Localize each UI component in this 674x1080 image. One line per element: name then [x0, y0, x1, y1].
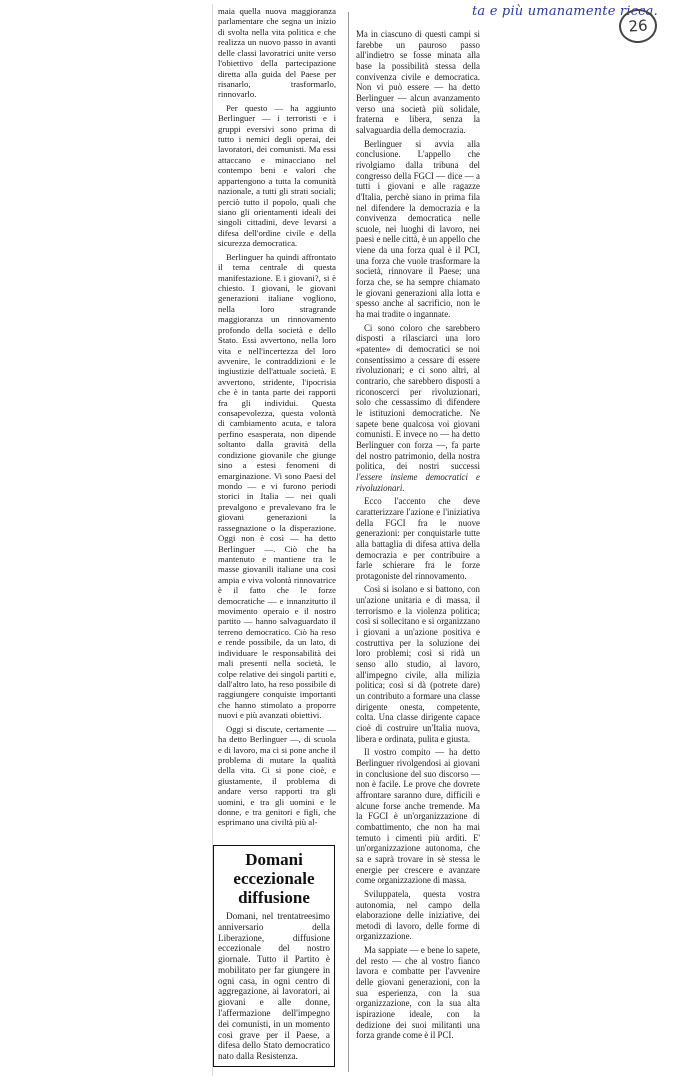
- right-paragraph: Così si isolano e si battono, con un'azione unitaria e di massa, il terrorismo e la violenza politica; così si sollecitano e si organizzano i giovani a un'azione positiva e costruttiva per la soluzione dei loro problemi; così si ridà un senso allo studio, al lavoro, all'impegno civile, alla milizia politica; così si dà (potrete dare) un contributo a formare una classe dirigente onesta, competente, colta. Una classe dirigente capace cioè di costruire un'Italia nuova, libera e ordinata, pulita e giusta.: [356, 584, 480, 744]
- article-right-column: [356, 29, 480, 1044]
- right-paragraph: Ecco l'accento che deve caratterizzare l'azione e l'iniziativa della FGCI fra le nuove generazioni: per conquistarle tutte alla battaglia di difesa attiva della democrazia e per contribuire a farle schierare fra le forze protagoniste del rinnovamento.: [356, 496, 480, 581]
- page-number-circle: 26: [618, 8, 658, 45]
- announcement-box: [213, 845, 335, 1067]
- left-paragraph: Berlinguer ha quindi affrontato il tema centrale di questa manifestazione. E i giovani?, si è chiesto. I giovani, le giovani generazioni italiane vogliono, nella loro stragrande maggioranza un rinnovamento profondo della società e dello Stato. Essi avvertono, nella loro vita e nell'incertezza del loro avvenire, le contraddizioni e le ingiustizie dell'attuale società. E avvertono, stridente, l'ipocrisia che è in tanta parte dei rapporti fra gli individui. Questa consapevolezza, questa volontà di cambiamento acuta, e talora perfino esasperata, non dipende soltanto dalla gravità della condizione giovanile che giunge sino a estesi fenomeni di emarginazione. Vi sono Paesi del mondo — e vi furono periodi storici in Italia — nei quali prevalgono e prevalevano fra le giovani generazioni la rassegnazione o la disperazione. Oggi non è così — ha detto Berlinguer —. Ciò che ha mantenuto e mantiene tra le masse giovanili italiane una così ampia e viva volontà rinnovatrice è il fatto che le forze democratiche — e innanzitutto il movimento operaio e il nostro partito — hanno salvaguardato il terreno democratico. Ciò ha reso e rende possibile, da un lato, di individuare le responsabilità dei mali presenti nella società, le colpe relative dei singoli partiti e, dall'altro lato, ha reso possibile di raggiungere conquiste importanti che hanno stimolato a proporre nuovi e più avanzati obiettivi.: [218, 251, 336, 721]
- right-paragraph: Sviluppatela, questa vostra autonomia, nel campo della elaborazione delle iniziative, dei metodi di lavoro, delle forme di organizzazione.: [356, 888, 480, 942]
- handwritten-note: ta e più umanamente ricca.: [472, 4, 658, 19]
- column-rule: [348, 12, 349, 1072]
- right-paragraph: Il vostro compito — ha detto Berlinguer rivolgendosi ai giovani in conclusione del suo discorso — non è facile. Le prove che dovrete affrontare saranno dure, difficili e alcune forse anche tremende. Ma la FGCI è un'organizzazione di combattimento, che non ha mai temuto i cimenti più arditi. E' un'organizzazione autonoma, che sa e saprà trovare in sè stessa le energie per crescere e avanzare come organizzazione di massa.: [356, 747, 480, 886]
- right-paragraph: Berlinguer si avvia alla conclusione. L'appello che rivolgiamo dalla tribuna del congresso della FGCI — dice — a tutti i giovani e alle ragazze d'Italia, perchè siano in prima fila nel difendere la democrazia e la convivenza democratica nelle scuole, nei luoghi di lavoro, nei paesi e nelle città, è un appello che viene da una forza qual è il PCI, una forza che vuole trasformare la società, rinnovare il Paese; una forza che, se ha sempre chiamato le giovani generazioni alla lotta e spesso anche al sacrificio, non le ha mai tradite o ingannate.: [356, 138, 480, 320]
- left-paragraph: maia quella nuova maggioranza parlamentare che segna un inizio di svolta nella vita politica e che realizza un nuovo passo in avanti delle classi lavoratrici unite verso l'obiettivo della partecipazione diretta alla guida del Paese per risanarlo, trasformarlo, rinnovarlo.: [218, 6, 336, 100]
- announcement-title-line: diffusione: [238, 888, 310, 907]
- announcement-title-line: Domani: [245, 850, 303, 869]
- right-paragraph: Ma sappiate — e bene lo sapete, del resto — che al vostro fianco lavora e combatte per l'avvenire delle giovani generazioni, con la sua esperienza, con la sua organizzazione, con la sua alta ispirazione ideale, con la dedizione dei suoi militanti una forza grande come è il PCI.: [356, 945, 480, 1041]
- italic-emphasis: l'essere insieme democratici e rivoluzionari.: [356, 471, 480, 493]
- left-paragraph: Oggi si discute, certamente — ha detto Berlinguer —, di scuola e di lavoro, ma ci si pone anche il problema di mutare la qualità della vita. Ci si pone cioè, e giustamente, il problema di andare verso rapporti tra gli uomini, e tra gli uomini e le donne, e tra genitori e figli, che esprimano una civiltà più al-: [218, 723, 336, 828]
- right-paragraph-with-emphasis: [356, 323, 480, 494]
- announcement-title-line: eccezionale: [233, 869, 315, 888]
- left-paragraph: Per questo — ha aggiunto Berlinguer — i terroristi e i gruppi eversivi sono prima di tutto i nemici degli operai, dei lavoratori, dei comunisti. Ma essi attaccano e minacciano nel contempo beni e valori che appartengono a tutta la comunità nazionale, a tutti gli strati sociali; perciò tutto il popolo, quali che siano gli orientamenti ideali dei singoli cittadini, deve levarsi a difesa dell'ordine civile e della sicurezza democratica.: [218, 102, 336, 249]
- right-paragraph-text: Ci sono coloro che sarebbero disposti a rilasciarci una loro «patente» di democratici se noi consentissimo a cessare di essere rivoluzionari; e ci sono altri, al contrario, che sarebbero disposti a riconoscerci per rivoluzionari, solo che cessassimo di difendere le istituzioni democratiche. Ne sapete bene qualcosa voi giovani comunisti. E invece no — ha detto Berlinguer con forza —, fa parte del nostro patrimonio, della nostra politica, dei nostri successi: [356, 322, 480, 472]
- article-left-column: [218, 6, 336, 831]
- right-paragraph: Ma in ciascuno di questi campi si farebbe un pauroso passo all'indietro se fosse minata alla base la possibilità stessa della convivenza civile e democratica. Non vi può essere — ha detto Berlinguer — alcun avanzamento verso una società più solidale, fraterna e libera, senza la salvaguardia della democrazia.: [356, 29, 480, 135]
- announcement-title: [218, 850, 330, 907]
- announcement-text: Domani, nel trentatreesimo anniversario della Liberazione, diffusione eccezionale del nostro giornale. Tutto il Partito è mobilitato per far giungere in ogni casa, in ogni centro di aggregazione, ai lavoratori, ai giovani e alle donne, l'affermazione dell'impegno dei comunisti, in un momento così grave per il Paese, a difesa dello Stato democratico nato dalla Resistenza.: [218, 911, 330, 1062]
